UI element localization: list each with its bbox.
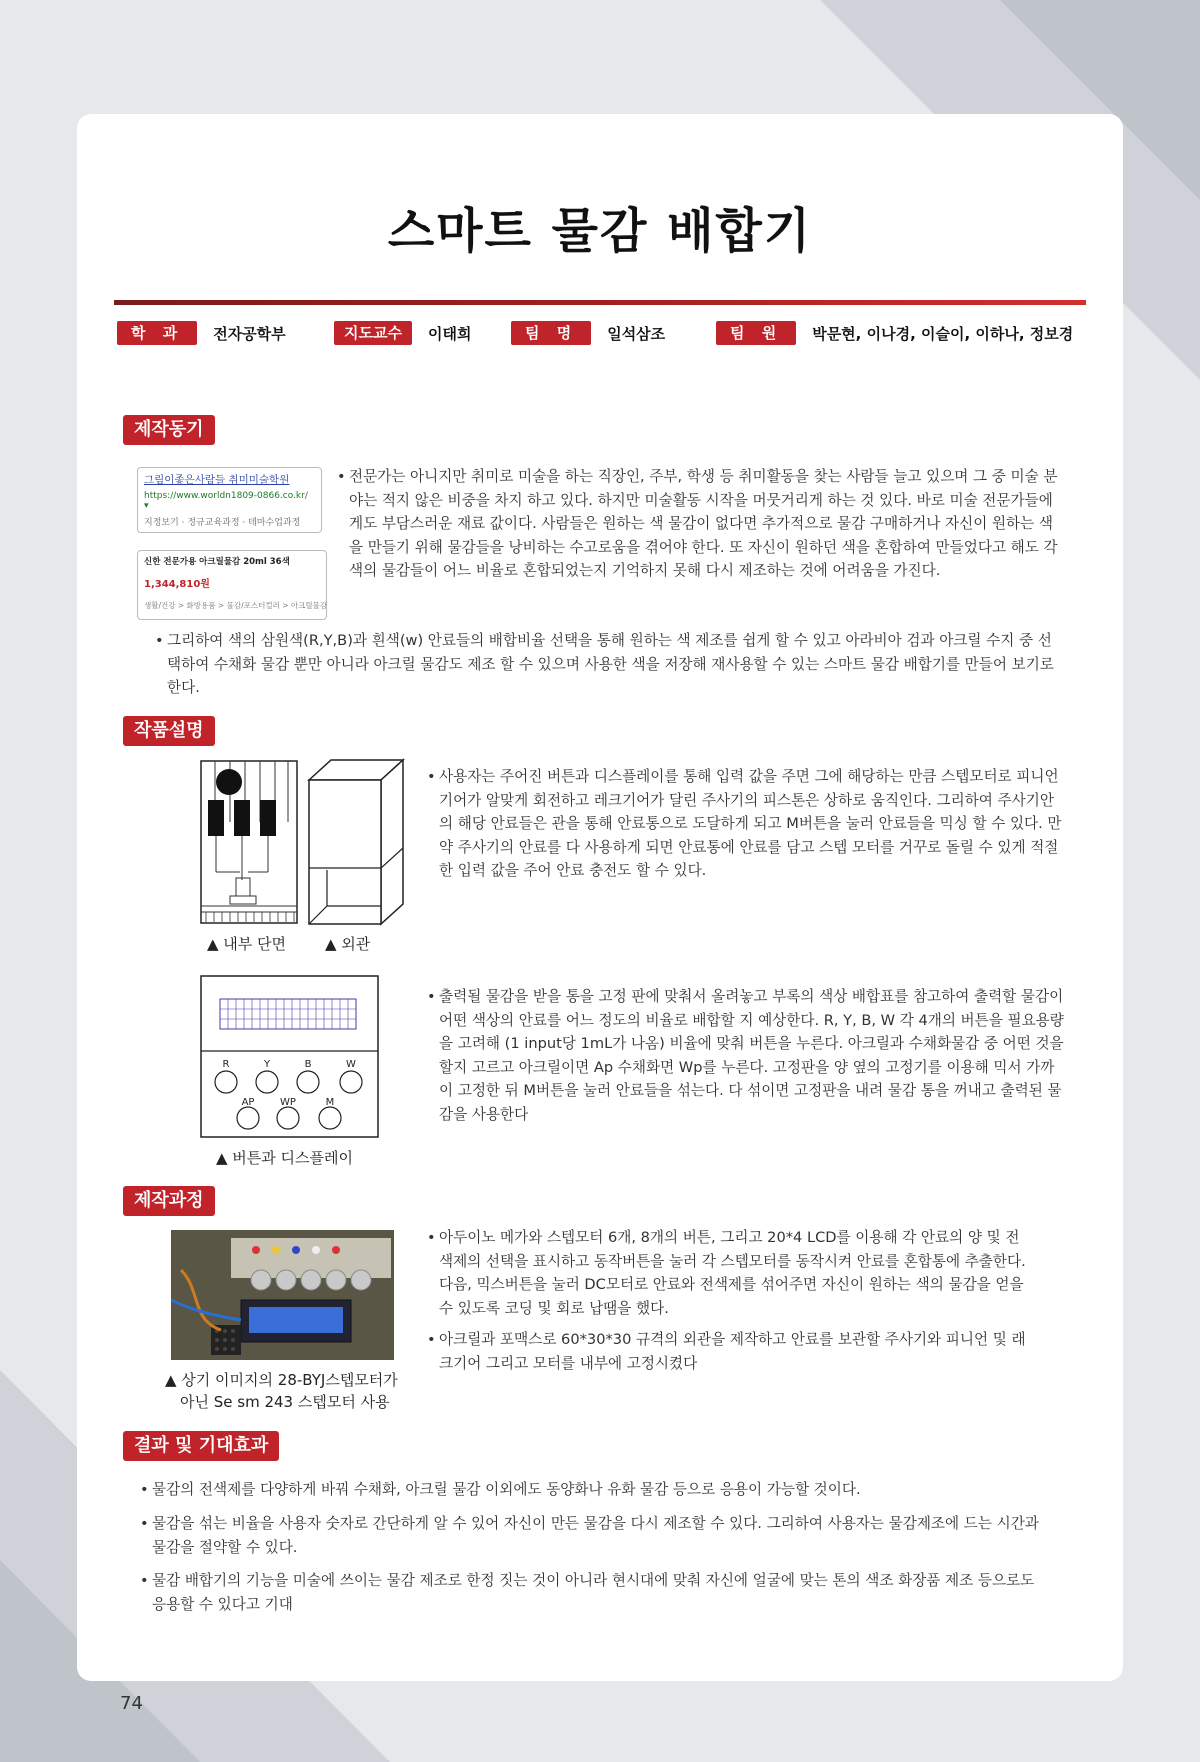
paragraph-text: 물감 배합기의 기능을 미술에 쓰이는 물감 제조로 한정 짓는 것이 아니라 현시대에 맞춰 자신에 얼굴에 맞는 톤의 색조 화장품 제조 등으로도 응용할 수 있다고 기대 xyxy=(152,1572,1035,1613)
ad-line: 생활/건강 > 화방용품 > 물감/포스터컬러 > 아크릴물감 xyxy=(144,601,328,610)
button-y-icon xyxy=(256,1071,278,1093)
paragraph-text: 물감의 전색제를 다양하게 바꿔 수채화, 아크릴 물감 이외에도 동양화나 유화 물감 등으로 응용이 가능할 것이다. xyxy=(152,1481,861,1498)
buttons-display-diagram xyxy=(200,975,380,1139)
ad-line: 1,344,810원 xyxy=(144,579,210,590)
result-item-3: • 물감 배합기의 기능을 미술에 쓰이는 물감 제조로 한정 짓는 것이 아니라 현시대에 맞춰 자신에 얼굴에 맞는 톤의 색조 화장품 제조 등으로도 응용할 수 있다고 기대 xyxy=(140,1569,1040,1616)
info-team-members xyxy=(716,320,1073,346)
button-label: WP xyxy=(280,1097,296,1108)
info-advisor xyxy=(334,320,471,346)
paragraph-text: 전문가는 아니지만 취미로 미술을 하는 직장인, 주부, 학생 등 취미활동을 찾는 사람들 늘고 있으며 그 중 미술 분야는 적지 않은 비중을 차지 하고 있다. 하지만 미술활동 시작을 머뭇거리게 하는 것 있다. 바로 미술 전문가들에게도 부담스러운 재료 값이다. 사람들은 원하는 색 물감이 없다면 추가적으로 물감 구매하거나 자신이 원하는 색을 만들기 위해 물감들을 낭비하는 수고로움을 겪어야 한다. 또 자신이 원하던 색을 혼합하여 만들었다고 해도 각 색의 물감들이 어느 비율로 혼합되었는지 기억하지 못해 다시 제조하는 것에 어려움을 가진다. xyxy=(349,468,1058,580)
ad-line: 신한 전문가용 아크릴물감 20ml 36색 xyxy=(144,557,290,567)
process-paragraph-1: • 아두이노 메가와 스텝모터 6개, 8개의 버튼, 그리고 20*4 LCD를 이용해 각 안료의 양 및 전색제의 선택을 표시하고 동작버튼을 눌러 각 스텝모터를 동작시켜 안료를 혼합통에 추출한다. 다음, 믹스버튼을 눌러 DC모터로 안료와 전색제를 섞어주면 자신이 원하는 색의 물감을 얻을 수 있도록 코딩 및 회로 납땜을 했다. xyxy=(427,1226,1027,1320)
outer-appearance-diagram xyxy=(307,758,405,926)
description-paragraph-1: • 사용자는 주어진 버튼과 디스플레이를 통해 입력 값을 주면 그에 해당하는 만큼 스텝모터로 피니언 기어가 알맞게 회전하고 레크기어가 달린 주사기의 피스톤은 상하로 움직인다. 그리하여 주사기안의 해당 안료들은 관을 통해 안료통으로 도달하게 되고 M버튼을 눌러 안료들을 믹싱 할 수 있다. 만약 주사기의 안료를 다 사용하게 되면 안료통에 안료를 담고 스텝 모터를 거꾸로 돌릴 수 있게 적절한 입력 값을 주어 안료 충전도 할 수 있다. xyxy=(427,765,1067,883)
ad-line: 지정보기 · 정규교육과정 · 테마수업과정 xyxy=(144,518,301,528)
page-title: 스마트 물감 배합기 xyxy=(387,203,813,259)
title-divider xyxy=(114,300,1086,305)
info-label: 팀 명 xyxy=(511,321,591,345)
paragraph-text: 물감을 섞는 비율을 사용자 숫자로 간단하게 알 수 있어 자신이 만든 물감을 다시 제조할 수 있다. 그리하여 사용자는 물감제조에 드는 시간과 물감을 절약할 수 있다. xyxy=(152,1515,1039,1556)
section-heading-description: 작품설명 xyxy=(123,716,215,746)
prototype-photo xyxy=(171,1230,394,1360)
caption-process-photo-line1: ▲ 상기 이미지의 28-BYJ스텝모터가 xyxy=(165,1371,398,1389)
button-b-icon xyxy=(297,1071,319,1093)
section-heading-result: 결과 및 기대효과 xyxy=(123,1431,279,1461)
info-label: 학 과 xyxy=(117,321,197,345)
info-value: 박문현, 이나경, 이슬이, 이하나, 정보경 xyxy=(812,324,1074,343)
caption-inner-section: ▲ 내부 단면 xyxy=(207,935,287,953)
paragraph-text: 출력될 물감을 받을 통을 고정 판에 맞춰서 올려놓고 부록의 색상 배합표를 참고하여 출력할 물감이 어떤 색상의 안료를 어느 정도의 비율로 배합할 지 예상한다. R, Y, B, W 각 4개의 버튼을 필요용량을 고려해 (1 input당 1mL가 나옴) 비율에 맞춰 버튼을 누른다. 아크릴과 수채화물감 중 어떤 것을 할지 고르고 아크릴이면 Ap 수채화면 Wp를 누른다. 고정판을 양 옆의 고정기를 이용해 믹서 가까이 고정한 뒤 M버튼을 눌러 안료들을 섞는다. 다 섞이면 고정판을 내려 물감 통을 꺼내고 출력된 물감을 사용한다 xyxy=(439,988,1064,1123)
ad-snippet-academy xyxy=(137,467,322,533)
caption-process-photo-line2: 아닌 Se sm 243 스텝모터 사용 xyxy=(180,1393,390,1411)
button-label: R xyxy=(222,1059,230,1070)
button-label: Y xyxy=(263,1059,271,1070)
button-r-icon xyxy=(215,1071,237,1093)
page-number: 74 xyxy=(120,1693,143,1714)
info-label: 팀 원 xyxy=(716,321,796,345)
ad-line: 그림이좋은사람들 취미미술학원 xyxy=(144,474,290,486)
button-m-icon xyxy=(319,1107,341,1129)
section-heading-motivation: 제작동기 xyxy=(123,415,215,445)
info-department xyxy=(117,320,286,346)
caption-buttons-display: ▲ 버튼과 디스플레이 xyxy=(216,1149,353,1167)
motivation-paragraph-2: • 그리하여 색의 삼원색(R,Y,B)과 흰색(w) 안료들의 배합비율 선택을 통해 원하는 색 제조를 쉽게 할 수 있고 아라비아 검과 아크릴 수지 중 선택하여 수채화 물감 뿐만 아니라 아크릴 물감도 제조 할 수 있으며 사용한 색을 저장해 재사용할 수 있는 스마트 물감 배합기를 만들어 보기로 한다. xyxy=(155,629,1060,700)
info-value: 이태희 xyxy=(427,324,472,343)
description-paragraph-2: • 출력될 물감을 받을 통을 고정 판에 맞춰서 올려놓고 부록의 색상 배합표를 참고하여 출력할 물감이 어떤 색상의 안료를 어느 정도의 비율로 배합할 지 예상한다. R, Y, B, W 각 4개의 버튼을 필요용량을 고려해 (1 input당 1mL가 나옴) 비율에 맞춰 버튼을 누른다. 아크릴과 수채화물감 중 어떤 것을 할지 고르고 아크릴이면 Ap 수채화면 Wp를 누른다. 고정판을 양 옆의 고정기를 이용해 믹서 가까이 고정한 뒤 M버튼을 눌러 안료들을 섞는다. 다 섞이면 고정판을 내려 물감 통을 꺼내고 출력된 물감을 사용한다 xyxy=(427,985,1067,1127)
motivation-paragraph-1: • 전문가는 아니지만 취미로 미술을 하는 직장인, 주부, 학생 등 취미활동을 찾는 사람들 늘고 있으며 그 중 미술 분야는 적지 않은 비중을 차지 하고 있다. 하지만 미술활동 시작을 머뭇거리게 하는 것 있다. 바로 미술 전문가들에게도 부담스러운 재료 값이다. 사람들은 원하는 색 물감이 없다면 추가적으로 물감 구매하거나 자신이 원하는 색을 만들기 위해 물감들을 낭비하는 수고로움을 겪어야 한다. 또 자신이 원하던 색을 혼합하여 만들었다고 해도 각 색의 물감들이 어느 비율로 혼합되었는지 기억하지 못해 다시 제조하는 것에 어려움을 가진다. xyxy=(337,465,1059,583)
process-paragraph-2: • 아크릴과 포맥스로 60*30*30 규격의 외관을 제작하고 안료를 보관할 주사기와 피니언 및 래크기어 그리고 모터를 내부에 고정시켰다 xyxy=(427,1328,1027,1375)
section-heading-process: 제작과정 xyxy=(123,1186,215,1216)
button-ap-icon xyxy=(237,1107,259,1129)
paragraph-text: 사용자는 주어진 버튼과 디스플레이를 통해 입력 값을 주면 그에 해당하는 만큼 스텝모터로 피니언 기어가 알맞게 회전하고 레크기어가 달린 주사기의 피스톤은 상하로 움직인다. 그리하여 주사기안의 해당 안료들은 관을 통해 안료통으로 도달하게 되고 M버튼을 눌러 안료들을 믹싱 할 수 있다. 만약 주사기의 안료를 다 사용하게 되면 안료통에 안료를 담고 스텝 모터를 거꾸로 돌릴 수 있게 적절한 입력 값을 주어 안료 충전도 할 수 있다. xyxy=(439,768,1062,880)
caption-outer: ▲ 외관 xyxy=(325,935,371,953)
button-w-icon xyxy=(340,1071,362,1093)
paragraph-text: 아크릴과 포맥스로 60*30*30 규격의 외관을 제작하고 안료를 보관할 주사기와 피니언 및 래크기어 그리고 모터를 내부에 고정시켰다 xyxy=(439,1331,1026,1372)
button-label: W xyxy=(346,1059,356,1070)
button-wp-icon xyxy=(277,1107,299,1129)
paragraph-text: 그리하여 색의 삼원색(R,Y,B)과 흰색(w) 안료들의 배합비율 선택을 통해 원하는 색 제조를 쉽게 할 수 있고 아라비아 검과 아크릴 수지 중 선택하여 수채화 물감 뿐만 아니라 아크릴 물감도 제조 할 수 있으며 사용한 색을 저장해 재사용할 수 있는 스마트 물감 배합기를 만들어 보기로 한다. xyxy=(167,632,1054,697)
button-label: AP xyxy=(241,1097,255,1108)
ad-snippet-paint xyxy=(137,550,327,620)
result-item-2: • 물감을 섞는 비율을 사용자 숫자로 간단하게 알 수 있어 자신이 만든 물감을 다시 제조할 수 있다. 그리하여 사용자는 물감제조에 드는 시간과 물감을 절약할 수 있다. xyxy=(140,1512,1040,1559)
info-team-name xyxy=(511,320,665,346)
info-value: 일석삼조 xyxy=(607,324,666,343)
inner-cross-section-diagram xyxy=(200,760,300,925)
info-label: 지도교수 xyxy=(334,321,412,345)
result-item-1: • 물감의 전색제를 다양하게 바꿔 수채화, 아크릴 물감 이외에도 동양화나 유화 물감 등으로 응용이 가능할 것이다. xyxy=(140,1478,1040,1502)
button-label: B xyxy=(304,1059,312,1070)
ad-line: https://www.worldn1809-0866.co.kr/ ▾ xyxy=(144,491,308,511)
paragraph-text: 아두이노 메가와 스텝모터 6개, 8개의 버튼, 그리고 20*4 LCD를 이용해 각 안료의 양 및 전색제의 선택을 표시하고 동작버튼을 눌러 각 스텝모터를 동작시켜 안료를 혼합통에 추출한다. 다음, 믹스버튼을 눌러 DC모터로 안료와 전색제를 섞어주면 자신이 원하는 색의 물감을 얻을 수 있도록 코딩 및 회로 납땜을 했다. xyxy=(439,1229,1026,1317)
button-label: M xyxy=(325,1097,335,1108)
info-value: 전자공학부 xyxy=(213,324,286,343)
